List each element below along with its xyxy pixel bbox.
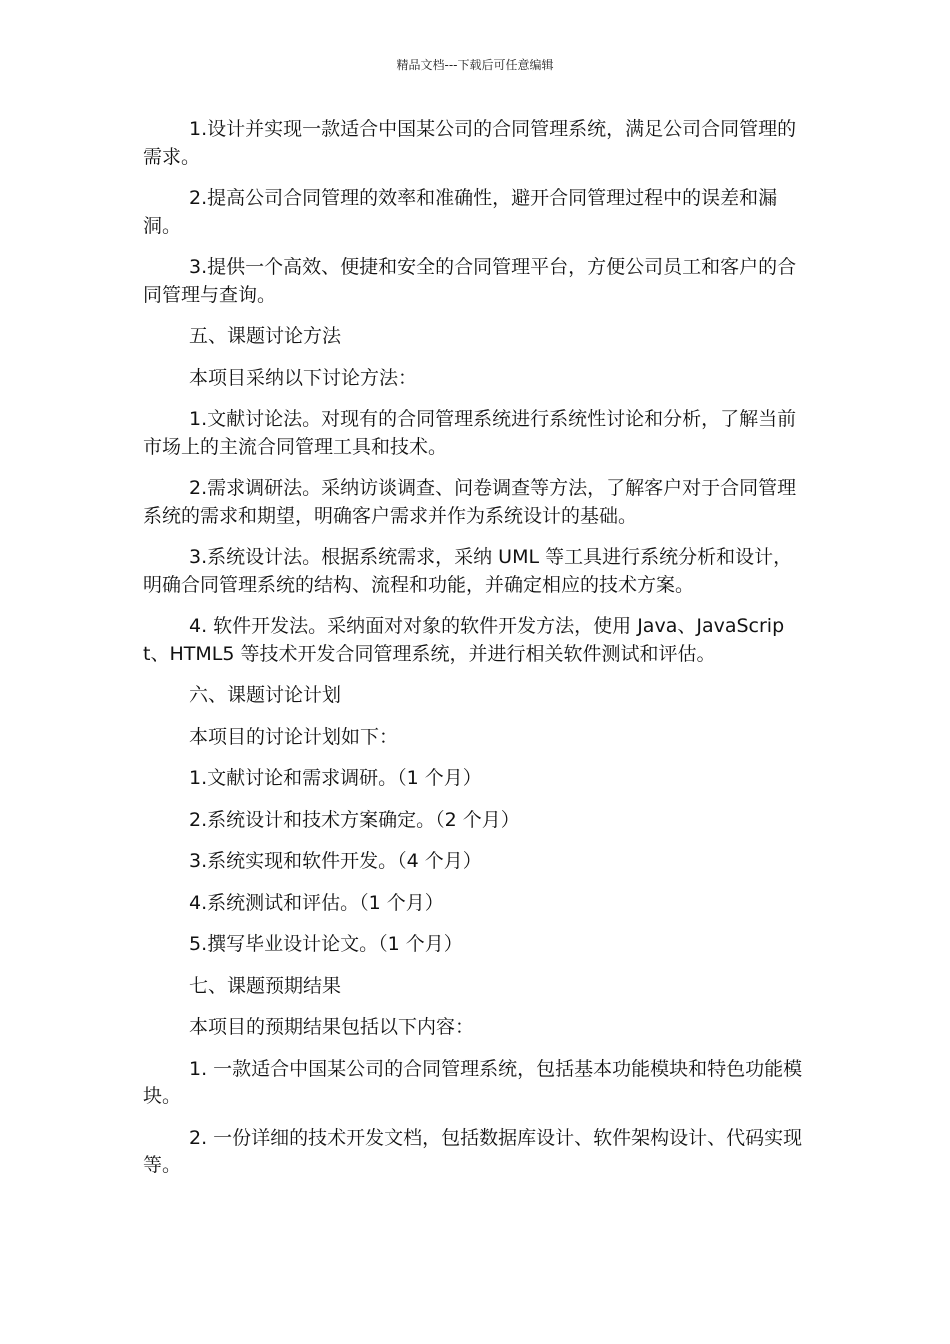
plan-item-4: 4.系统测试和评估。（1 个月） [189,891,444,914]
result-item-1: 1. 一款适合中国某公司的合同管理系统，包括基本功能模块和特色功能模块。 [143,1057,803,1107]
document-body [143,116,807,1180]
method-item-2: 2.需求调研法。采纳访谈调查、问卷调查等方法，了解客户对于合同管理系统的需求和期望，明确客户需求并作为系统设计的基础。 [143,477,797,527]
results-intro: 本项目的预期结果包括以下内容： [189,1016,475,1038]
goal-item-1: 1.设计并实现一款适合中国某公司的合同管理系统，满足公司合同管理的需求。 [143,118,797,168]
plan-item-5: 5.撰写毕业设计论文。（1 个月） [189,933,463,955]
section-heading-plan: 六、课题讨论计划 [189,684,342,706]
section-heading-methods: 五、课题讨论方法 [189,325,342,347]
result-item-2: 2. 一份详细的技术开发文档，包括数据库设计、软件架构设计、代码实现等。 [143,1126,803,1176]
plan-item-2: 2.系统设计和技术方案确定。（2 个月） [189,808,520,831]
page-header: 精品文档---下载后可任意编辑 [396,58,554,72]
method-item-1: 1.文献讨论法。对现有的合同管理系统进行系统性讨论和分析，了解当前市场上的主流合同管理工具和技术。 [143,408,797,458]
goal-item-2: 2.提高公司合同管理的效率和准确性，避开合同管理过程中的误差和漏洞。 [143,187,778,237]
method-item-4: 4. 软件开发法。采纳面对对象的软件开发方法，使用 Java、JavaScript、HTML5 等技术开发合同管理系统，并进行相关软件测试和评估。 [143,615,785,665]
methods-intro: 本项目采纳以下讨论方法： [189,366,418,389]
plan-item-3: 3.系统实现和软件开发。（4 个月） [189,850,482,872]
plan-item-1: 1.文献讨论和需求调研。（1 个月） [189,767,482,789]
method-item-3: 3.系统设计法。根据系统需求，采纳 UML 等工具进行系统分析和设计，明确合同管理系统的结构、流程和功能，并确定相应的技术方案。 [143,546,793,596]
plan-intro: 本项目的讨论计划如下： [189,725,399,748]
goal-item-3: 3.提供一个高效、便捷和安全的合同管理平台，方便公司员工和客户的合同管理与查询。 [143,256,797,306]
section-heading-results: 七、课题预期结果 [189,974,342,997]
